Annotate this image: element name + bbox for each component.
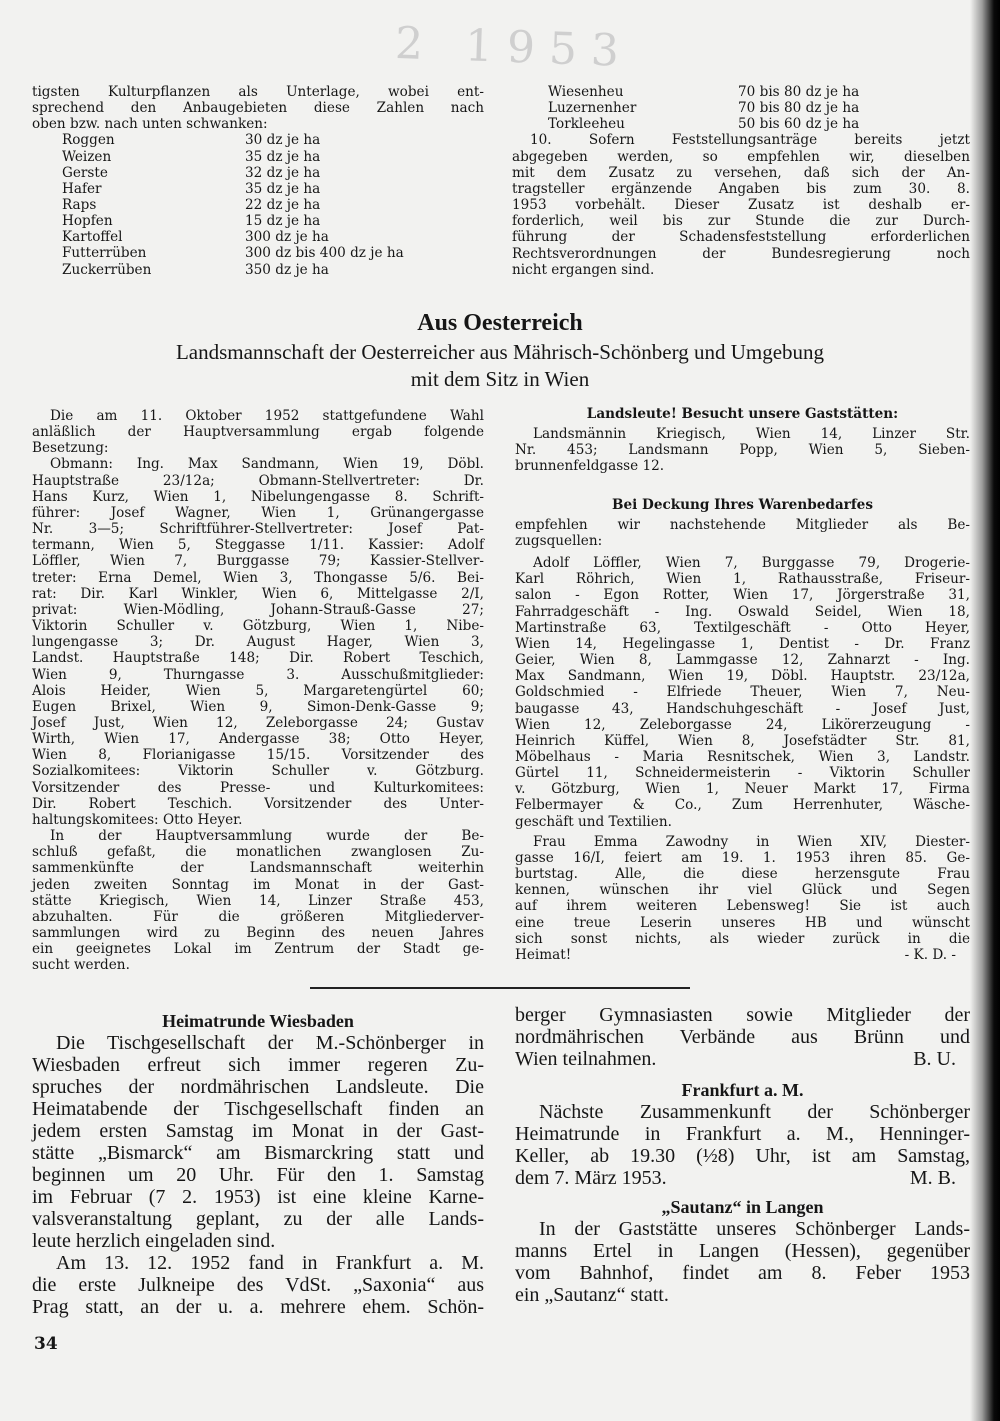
line-text: Nr. 3—5; Schriftführer-Stellvertreter: Josef Pat- bbox=[32, 521, 484, 538]
text-line bbox=[32, 586, 484, 602]
line-text: Dir. Robert Teschich. Vorsitzender des Unter- bbox=[32, 795, 484, 812]
line-text: Rechtsverordnungen der Bundesregierung noch bbox=[512, 245, 970, 262]
heading-sautanz: „Sautanz“ in Langen bbox=[661, 1197, 824, 1217]
text-line bbox=[32, 1032, 484, 1054]
crop-row bbox=[32, 149, 484, 165]
text-line bbox=[32, 473, 484, 489]
line-text: lungengasse 3; Dr. August Hager, Wien 3, bbox=[32, 634, 484, 651]
line-text: schluß gefaßt, die monatlichen zwanglosen Zu- bbox=[32, 844, 484, 861]
crop-yield: 300 dz je ha bbox=[245, 229, 329, 246]
heading-wiesbaden: Heimatrunde Wiesbaden bbox=[162, 1011, 354, 1031]
crop-row bbox=[32, 132, 484, 148]
line-text: Alois Heider, Wien 5, Margaretengürtel 60; bbox=[32, 682, 484, 699]
line-text: Adolf Löffler, Wien 7, Burggasse 79, Drogerie- bbox=[533, 555, 970, 572]
text-line bbox=[515, 781, 970, 797]
text-line bbox=[32, 667, 484, 683]
text-line bbox=[32, 570, 484, 586]
text-line bbox=[515, 571, 970, 587]
line-text: termann, Wien 5, Steggasse 1/11. Kassier: Adolf bbox=[32, 537, 484, 554]
text-line bbox=[32, 699, 484, 715]
line-text: Nächste Zusammenkunft der Schönberger bbox=[539, 1101, 970, 1123]
line-text: 10. Sofern Feststellungsanträge bereits jetzt bbox=[530, 132, 970, 149]
crop-row bbox=[512, 100, 970, 116]
line-text: Viktorin Schuller v. Götzburg, Wien 1, Nibe- bbox=[32, 618, 484, 635]
line-text: Heinrich Küffel, Wien 8, Josefstädter Str. 81, bbox=[515, 732, 970, 749]
line-text: Löffler, Wien 7, Burggasse 79; Kassier-Stellver- bbox=[32, 553, 484, 570]
text-line bbox=[515, 1026, 970, 1048]
text-line bbox=[515, 1240, 970, 1262]
line-text: dem 7. März 1953. bbox=[515, 1167, 667, 1189]
line-text: oben bzw. nach unten schwanken: bbox=[32, 116, 268, 133]
line-text: ein geeignetes Lokal im Zentrum der Stadt ge- bbox=[32, 941, 484, 958]
text-line bbox=[515, 1145, 970, 1167]
page-number: 34 bbox=[34, 1334, 58, 1354]
line-text: eine treue Leserin unseres HB und wünscht bbox=[515, 914, 970, 931]
line-text: beginnen um 20 Uhr. Für den 1. Samstag bbox=[32, 1164, 484, 1186]
section-title: Aus Oesterreich bbox=[417, 310, 583, 336]
text-line bbox=[515, 533, 970, 549]
crop-yield: 50 bis 60 dz je ha bbox=[738, 116, 860, 133]
text-line bbox=[32, 828, 484, 844]
text-line bbox=[32, 909, 484, 925]
crop-name: Weizen bbox=[62, 148, 112, 165]
text-line bbox=[515, 1167, 970, 1189]
line-text: Josef Just, Wien 12, Zeleborgasse 24; Gustav bbox=[32, 714, 484, 731]
line-text: sammenkünfte der Landsmannschaft weiterhin bbox=[32, 860, 484, 877]
line-text: Wien 14, Hegelingasse 1, Dentist - Dr. Franz bbox=[515, 635, 970, 652]
text-line bbox=[32, 1186, 484, 1208]
line-text: Möbelhaus - Maria Resnitschek, Wien 3, Landstr. bbox=[515, 748, 970, 765]
line-text: forderlich, weil bis zur Stunde die zur Durch- bbox=[512, 213, 970, 230]
text-line bbox=[515, 1101, 970, 1123]
line-text: Wiesbaden erfreut sich immer regeren Zu- bbox=[32, 1054, 484, 1076]
line-text: Hauptstraße 23/12a; Obmann-Stellvertreter: Dr. bbox=[32, 472, 484, 489]
text-line bbox=[515, 604, 970, 620]
crop-name: Zuckerrüben bbox=[62, 261, 152, 278]
text-line bbox=[512, 213, 970, 229]
text-line bbox=[512, 262, 970, 278]
section-subtitle-2: mit dem Sitz in Wien bbox=[410, 367, 590, 391]
line-text: In der Gaststätte unseres Schönberger Lands- bbox=[539, 1218, 970, 1240]
text-line bbox=[515, 931, 970, 947]
crop-name: Hafer bbox=[62, 180, 102, 197]
text-line bbox=[515, 620, 970, 636]
text-line bbox=[32, 1054, 484, 1076]
line-text: Nr. 453; Landsmann Popp, Wien 5, Sieben- bbox=[515, 442, 970, 459]
line-text: stätte „Bismarck“ am Bismarckring statt und bbox=[32, 1142, 484, 1164]
crop-yield: 22 dz je ha bbox=[245, 197, 321, 214]
crop-name: Wiesenheu bbox=[548, 84, 624, 100]
line-text: In der Hauptversammlung wurde der Be- bbox=[50, 828, 484, 845]
text-line bbox=[515, 636, 970, 652]
text-line bbox=[32, 424, 484, 440]
crop-row bbox=[32, 262, 484, 278]
wiesbaden-article bbox=[32, 1010, 484, 1318]
line-text: valsveranstaltung geplant, zu der alle Lands- bbox=[32, 1208, 484, 1230]
text-line bbox=[32, 877, 484, 893]
archive-stamp: 2 1953 bbox=[394, 17, 634, 78]
line-text: Wien teilnahmen. bbox=[515, 1048, 657, 1070]
line-text: nicht ergangen sind. bbox=[512, 261, 655, 278]
crop-row bbox=[32, 213, 484, 229]
crop-name: Kartoffel bbox=[62, 229, 123, 246]
line-text: Frau Emma Zawodny in Wien XIV, Diester- bbox=[533, 833, 970, 850]
line-text: sammlungen wird zu Beginn des neuen Jahres bbox=[32, 925, 484, 941]
text-line bbox=[515, 1218, 970, 1240]
line-text: Fahrradgeschäft - Ing. Oswald Seidel, Wien 18, bbox=[515, 603, 970, 620]
text-line bbox=[515, 442, 970, 458]
hay-yield-list bbox=[512, 84, 970, 132]
line-text: haltungskomitees: Otto Heyer. bbox=[32, 811, 243, 828]
crop-yield: 350 dz je ha bbox=[245, 261, 329, 278]
line-text: rat: Dir. Karl Winkler, Wien 6, Mittelgasse 2/I, bbox=[32, 585, 484, 602]
text-line bbox=[515, 701, 970, 717]
text-line bbox=[32, 602, 484, 618]
line-text: Heimatabende der Tischgesellschaft finden an bbox=[32, 1098, 484, 1120]
text-line bbox=[32, 1142, 484, 1164]
crop-name: Roggen bbox=[62, 132, 115, 149]
crop-name: Torkleeheu bbox=[548, 116, 625, 133]
text-line bbox=[512, 149, 970, 165]
text-line bbox=[32, 683, 484, 699]
crop-row bbox=[512, 84, 970, 100]
crop-row bbox=[32, 229, 484, 245]
crop-yield: 300 dz bis 400 dz je ha bbox=[245, 245, 404, 262]
text-line bbox=[515, 834, 970, 850]
crop-yield: 70 bis 80 dz je ha bbox=[738, 84, 860, 100]
text-line bbox=[32, 553, 484, 569]
text-line bbox=[32, 100, 484, 116]
crop-yield: 15 dz je ha bbox=[245, 213, 321, 230]
text-line bbox=[512, 165, 970, 181]
line-text: nordmährischen Verbände aus Brünn und bbox=[515, 1026, 970, 1048]
gaststaetten-paragraph bbox=[515, 426, 970, 474]
text-line bbox=[32, 408, 484, 424]
crop-row bbox=[32, 245, 484, 261]
crop-yield: 30 dz je ha bbox=[245, 132, 321, 149]
crop-name: Raps bbox=[62, 197, 97, 214]
line-text: kennen, wünschen ihr viel Glück und Segen bbox=[515, 882, 970, 899]
line-text: Wirth, Wien 17, Andergasse 38; Otto Heyer, bbox=[32, 731, 484, 748]
line-text: Felbermayer & Co., Zum Herrenhuter, Wäsche- bbox=[515, 797, 970, 814]
line-text: sprechend den Anbaugebieten diese Zahlen nach bbox=[32, 100, 484, 117]
frankfurt-paragraph bbox=[515, 1101, 970, 1189]
line-text: Heimat! bbox=[515, 946, 572, 963]
line-text: Martinstraße 63, Textilgeschäft - Otto Heyer, bbox=[515, 619, 970, 636]
line-text: Obmann: Ing. Max Sandmann, Wien 19, Döbl. bbox=[50, 456, 484, 473]
line-text: gasse 16/I, feiert am 19. 1. 1953 ihren 85. Ge- bbox=[515, 849, 970, 866]
text-line bbox=[515, 652, 970, 668]
board-members-paragraph bbox=[32, 456, 484, 828]
line-text: Max Sandmann, Wien 19, Döbl. Hauptstr. 23/12a, bbox=[515, 668, 970, 685]
crop-yield-list bbox=[32, 132, 484, 277]
line-text: Die Tischgesellschaft der M.-Schönberger in bbox=[56, 1032, 484, 1054]
text-line bbox=[32, 893, 484, 909]
line-text: zugsquellen: bbox=[515, 532, 603, 549]
section-divider bbox=[310, 987, 690, 989]
crop-name: Futterrüben bbox=[62, 245, 147, 262]
crop-row bbox=[512, 116, 970, 132]
line-text: Am 13. 12. 1952 fand in Frankfurt a. M. bbox=[56, 1252, 484, 1274]
crop-name: Luzernenher bbox=[548, 100, 637, 117]
line-text: stätte Kriegisch, Wien 14, Linzer Straße 453, bbox=[32, 892, 484, 909]
text-line bbox=[515, 1123, 970, 1145]
text-line bbox=[32, 650, 484, 666]
text-line bbox=[32, 618, 484, 634]
text-line bbox=[512, 181, 970, 197]
crop-yield: 32 dz je ha bbox=[245, 164, 321, 181]
sautanz-paragraph bbox=[515, 1218, 970, 1306]
text-line bbox=[32, 116, 484, 132]
line-text: Prag statt, an der u. a. mehrere ehem. Schön- bbox=[32, 1296, 484, 1318]
line-text: salon - Egon Rotter, Wien 17, Jörgerstraße 31, bbox=[515, 587, 970, 604]
text-line bbox=[515, 1004, 970, 1026]
text-line bbox=[32, 957, 484, 973]
text-line bbox=[515, 426, 970, 442]
line-text: burtstag. Alle, die diese herzensgute Frau bbox=[515, 866, 970, 883]
text-line bbox=[32, 941, 484, 957]
line-text: Landsmännin Kriegisch, Wien 14, Linzer Str. bbox=[533, 426, 970, 443]
text-line bbox=[32, 780, 484, 796]
author-signature: B. U. bbox=[913, 1048, 956, 1070]
line-text: Sozialkomitees: Viktorin Schuller v. Götzburg. bbox=[32, 763, 484, 780]
text-line bbox=[515, 1262, 970, 1284]
line-text: ein „Sautanz“ statt. bbox=[515, 1284, 669, 1306]
text-line bbox=[32, 860, 484, 876]
text-line bbox=[515, 814, 970, 830]
left-body-column bbox=[32, 408, 484, 973]
text-line bbox=[515, 915, 970, 931]
text-line bbox=[32, 1164, 484, 1186]
line-text: Die am 11. Oktober 1952 stattgefundene Wahl bbox=[50, 408, 484, 424]
julkneipe-paragraph-continued bbox=[515, 1004, 970, 1070]
line-text: führung der Schadensfeststellung erforderlichen bbox=[512, 229, 970, 246]
text-line bbox=[32, 456, 484, 472]
text-line bbox=[515, 733, 970, 749]
bottom-right-column bbox=[515, 1004, 970, 1306]
text-line bbox=[515, 882, 970, 898]
line-text: Goldschmied - Elfriede Theuer, Wien 7, Neu- bbox=[515, 684, 970, 701]
text-line bbox=[515, 517, 970, 533]
line-text: Vorsitzender des Presse- und Kulturkomitees: bbox=[32, 779, 484, 796]
crop-row bbox=[32, 197, 484, 213]
paragraph-10 bbox=[512, 132, 970, 277]
line-text: jeden zweiten Sonntag im Monat in der Gast- bbox=[32, 876, 484, 893]
text-line bbox=[32, 715, 484, 731]
birthday-paragraph bbox=[515, 834, 970, 963]
crop-yield: 35 dz je ha bbox=[245, 180, 321, 197]
line-text: brunnenfeldgasse 12. bbox=[515, 458, 665, 475]
text-line bbox=[512, 132, 970, 148]
line-text: anläßlich der Hauptversammlung ergab folgende bbox=[32, 424, 484, 441]
line-text: v. Götzburg, Wien 1, Neuer Markt 17, Firma bbox=[515, 781, 970, 798]
wiesbaden-paragraph bbox=[32, 1032, 484, 1252]
text-line bbox=[512, 246, 970, 262]
text-line bbox=[32, 1098, 484, 1120]
line-text: auf ihrem weiteren Lebensweg! Sie ist auch bbox=[515, 898, 970, 915]
recommend-paragraph bbox=[515, 517, 970, 549]
line-text: treter: Erna Demel, Wien 3, Thongasse 5/6. Bei- bbox=[32, 569, 484, 586]
crop-name: Gerste bbox=[62, 164, 108, 181]
text-line bbox=[32, 1252, 484, 1274]
line-text: führer: Josef Wagner, Wien 1, Grünangergasse bbox=[32, 504, 484, 521]
line-text: Geier, Wien 8, Lammgasse 12, Zahnarzt - Ing. bbox=[515, 652, 970, 669]
text-line bbox=[515, 717, 970, 733]
text-line bbox=[32, 1208, 484, 1230]
text-line bbox=[515, 1284, 970, 1306]
text-line bbox=[32, 521, 484, 537]
crop-yield: 35 dz je ha bbox=[245, 148, 321, 165]
heading-frankfurt: Frankfurt a. M. bbox=[681, 1080, 804, 1100]
text-line bbox=[515, 555, 970, 571]
text-line bbox=[515, 684, 970, 700]
section-subtitle: Landsmannschaft der Oesterreicher aus Mährisch-Schönberg und Umgebung bbox=[175, 340, 825, 364]
text-line bbox=[515, 587, 970, 603]
line-text: sucht werden. bbox=[32, 957, 130, 974]
line-text: berger Gymnasiasten sowie Mitglieder der bbox=[515, 1004, 970, 1026]
text-line bbox=[515, 749, 970, 765]
line-text: vom Bahnhof, findet am 8. Feber 1953 bbox=[515, 1262, 970, 1284]
text-line bbox=[32, 1296, 484, 1318]
line-text: abgegeben werden, so empfehlen wir, dieselben bbox=[512, 148, 970, 165]
text-line bbox=[512, 197, 970, 213]
heading-warenbedarf: Bei Deckung Ihres Warenbedarfes bbox=[612, 496, 873, 513]
line-text: 1953 vorbehält. Dieser Zusatz ist deshalb er- bbox=[512, 197, 970, 214]
line-text: Wien 9, Thurngasse 3. Ausschußmitglieder: bbox=[32, 666, 484, 683]
line-text: empfehlen wir nachstehende Mitglieder als Be- bbox=[515, 516, 970, 533]
line-text: sich sonst nichts, als wieder zurück in die bbox=[515, 930, 970, 947]
text-line bbox=[515, 765, 970, 781]
line-text: privat: Wien-Mödling, Johann-Strauß-Gasse 27; bbox=[32, 601, 484, 618]
line-text: geschäft und Textilien. bbox=[515, 813, 672, 830]
text-line bbox=[32, 537, 484, 553]
text-line bbox=[515, 797, 970, 813]
line-text: Keller, ab 19.30 (½8) Uhr, ist am Samstag, bbox=[515, 1145, 970, 1167]
text-line bbox=[515, 668, 970, 684]
crop-name: Hopfen bbox=[62, 213, 113, 230]
heading-gaststaetten: Landsleute! Besucht unsere Gaststätten: bbox=[586, 406, 899, 422]
line-text: Karl Röhrich, Wien 1, Rathausstraße, Friseur- bbox=[515, 571, 970, 588]
text-line bbox=[32, 634, 484, 650]
julkneipe-paragraph bbox=[32, 1252, 484, 1318]
line-text: Eugen Brixel, Wien 9, Simon-Denk-Gasse 9; bbox=[32, 698, 484, 715]
text-line bbox=[32, 925, 484, 941]
line-text: die erste Julkneipe des VdSt. „Saxonia“ aus bbox=[32, 1274, 484, 1296]
text-line bbox=[512, 229, 970, 245]
page-binding-shadow bbox=[970, 0, 1000, 1421]
text-line bbox=[32, 1274, 484, 1296]
top-right-column bbox=[512, 84, 970, 278]
text-line bbox=[32, 1230, 484, 1252]
text-line bbox=[32, 796, 484, 812]
right-body-column bbox=[515, 406, 970, 963]
line-text: Wien 8, Florianigasse 15/15. Vorsitzender des bbox=[32, 747, 484, 764]
text-line bbox=[32, 1076, 484, 1098]
suppliers-paragraph bbox=[515, 555, 970, 830]
crop-row bbox=[32, 165, 484, 181]
text-line bbox=[32, 1120, 484, 1142]
line-text: Gürtel 11, Schneidermeisterin - Viktorin Schuller bbox=[515, 765, 970, 782]
text-line bbox=[32, 731, 484, 747]
line-text: tigsten Kulturpflanzen als Unterlage, wobei ent- bbox=[32, 84, 484, 100]
line-text: Hans Kurz, Wien 1, Nibelungengasse 8. Schrift- bbox=[32, 488, 484, 505]
text-line bbox=[32, 505, 484, 521]
text-line bbox=[515, 458, 970, 474]
line-text: Besetzung: bbox=[32, 440, 109, 457]
text-line bbox=[515, 866, 970, 882]
text-line bbox=[515, 850, 970, 866]
text-line bbox=[515, 898, 970, 914]
intro-paragraph bbox=[32, 84, 484, 132]
author-signature: M. B. bbox=[909, 1167, 956, 1189]
line-text: im Februar (7 2. 1953) ist eine kleine Karne- bbox=[32, 1186, 484, 1208]
text-line bbox=[32, 747, 484, 763]
text-line bbox=[515, 947, 970, 963]
text-line bbox=[32, 489, 484, 505]
line-text: Heimatrunde in Frankfurt a. M., Henninger- bbox=[515, 1123, 970, 1145]
meeting-paragraph bbox=[32, 828, 484, 973]
line-text: Landst. Hauptstraße 148; Dir. Robert Teschich, bbox=[32, 650, 484, 667]
line-text: tragsteller ergänzende Angaben bis zum 30. 8. bbox=[512, 180, 970, 197]
text-line bbox=[32, 763, 484, 779]
line-text: leute herzlich eingeladen sind. bbox=[32, 1230, 276, 1252]
line-text: mit dem Zusatz zu versehen, daß sich der An- bbox=[512, 164, 970, 181]
text-line bbox=[32, 440, 484, 456]
author-signature: - K. D. - bbox=[904, 946, 956, 963]
line-text: manns Ertel in Langen (Hessen), gegenüber bbox=[515, 1240, 970, 1262]
top-left-column bbox=[32, 84, 484, 278]
text-line bbox=[32, 844, 484, 860]
line-text: jedem ersten Samstag im Monat in der Gast- bbox=[32, 1120, 484, 1142]
line-text: baugasse 43, Handschuhgeschäft - Josef Just, bbox=[515, 700, 970, 717]
crop-yield: 70 bis 80 dz je ha bbox=[738, 100, 860, 117]
text-line bbox=[32, 812, 484, 828]
line-text: Wien 12, Zeleborgasse 24, Likörerzeugung - bbox=[515, 716, 970, 733]
line-text: abzuhalten. Für die größeren Mitgliederver- bbox=[32, 908, 484, 925]
election-paragraph bbox=[32, 408, 484, 456]
text-line bbox=[515, 1048, 970, 1070]
line-text: spruches der nordmährischen Landsleute. Die bbox=[32, 1076, 484, 1098]
crop-row bbox=[32, 181, 484, 197]
text-line bbox=[32, 84, 484, 100]
